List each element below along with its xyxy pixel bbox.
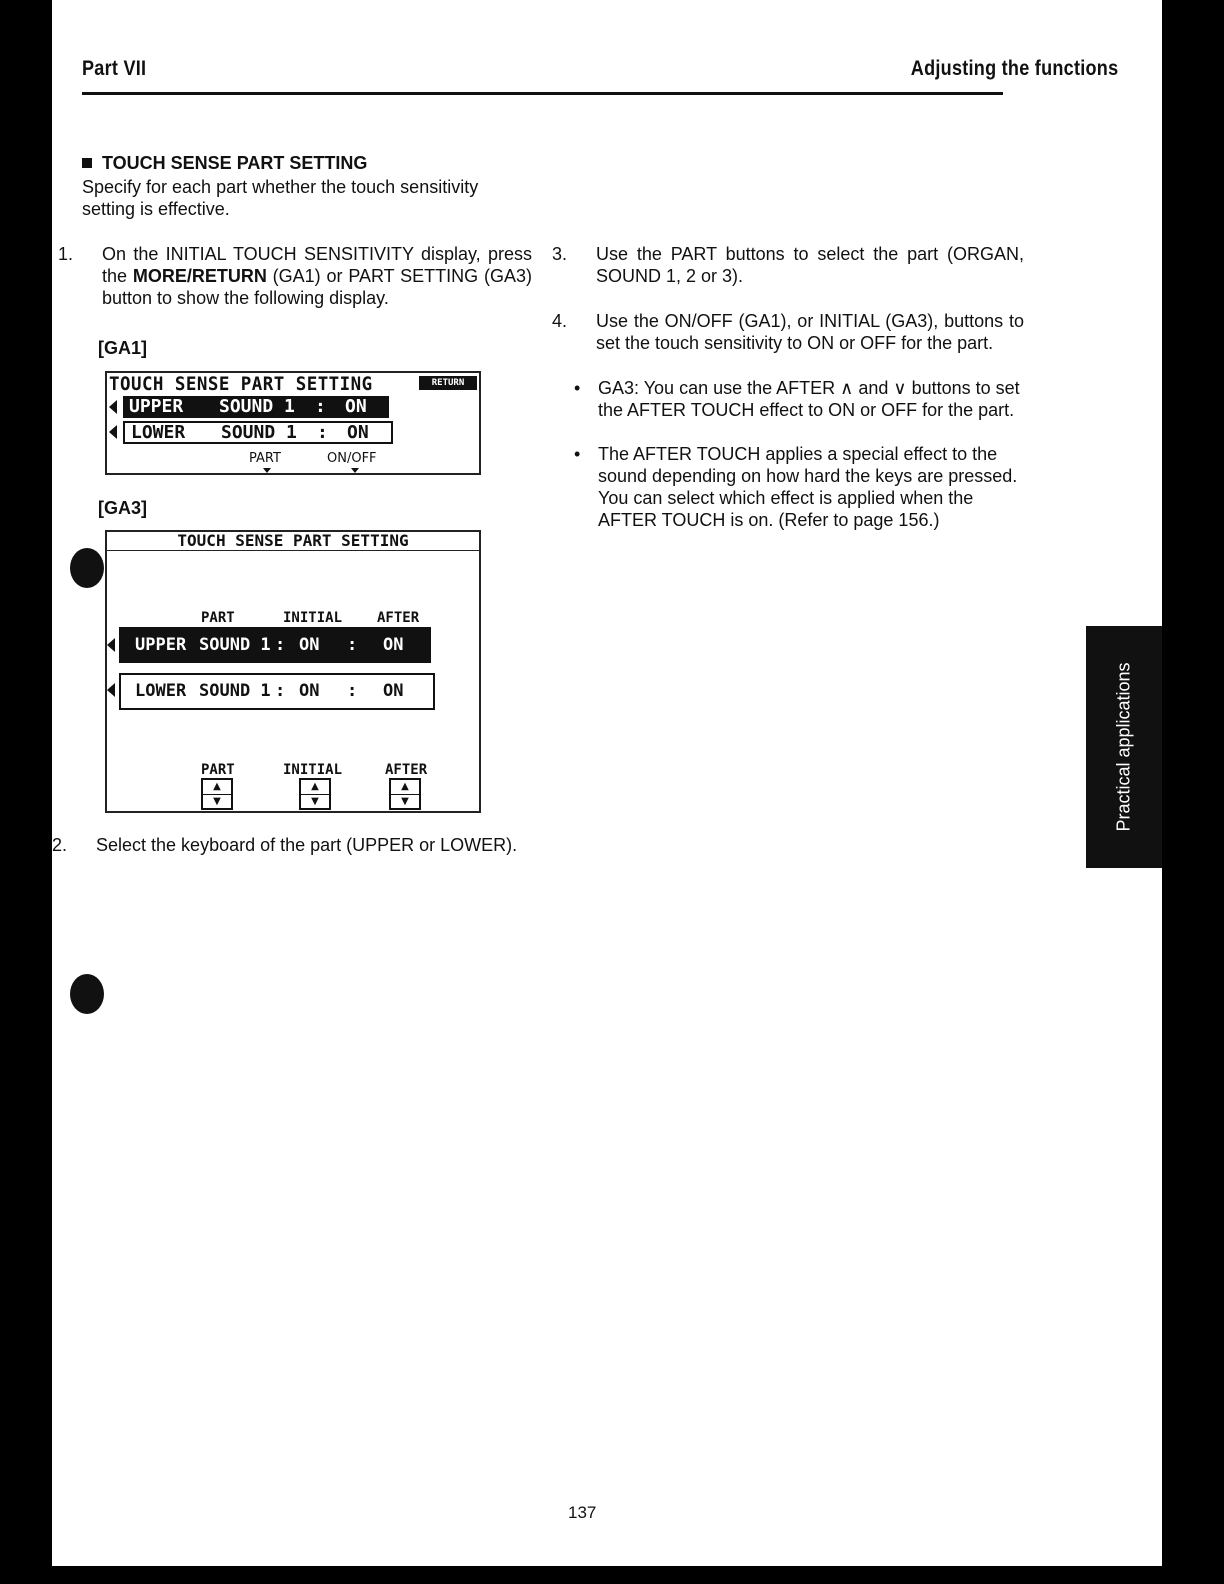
bullet-dot-icon: • — [574, 378, 581, 398]
square-bullet-icon — [82, 158, 92, 168]
up-caret-icon[interactable]: ▲ — [391, 780, 419, 795]
ga1-label: [GA1] — [98, 338, 147, 358]
down-caret-icon[interactable]: ▼ — [311, 796, 319, 807]
section-title: TOUCH SENSE PART SETTING — [82, 153, 367, 174]
ga1-lower-row[interactable]: LOWER SOUND 1 : ON — [123, 421, 393, 444]
part-updown-button[interactable] — [201, 778, 233, 810]
ga3-display — [105, 530, 481, 813]
ga3-label: [GA3] — [98, 498, 147, 518]
down-caret-icon[interactable]: ▼ — [213, 796, 221, 807]
side-tab[interactable] — [1086, 626, 1162, 868]
bullet-after-buttons: • GA3: You can use the AFTER ∧ and ∨ buttons to set the AFTER TOUCH effect to ON or OFF for the part. — [574, 378, 1020, 420]
return-indicator: RETURN — [419, 376, 477, 390]
on-off-softkey[interactable]: ON/OFF — [327, 451, 377, 466]
ga3-lower-row[interactable]: LOWER SOUND 1 : ON : ON — [119, 673, 435, 710]
part-button-label: PART — [201, 762, 235, 778]
initial-updown-button[interactable] — [299, 778, 331, 810]
ga3-display-title: TOUCH SENSE PART SETTING — [107, 532, 479, 551]
side-tab-label: Practical applications — [1113, 662, 1134, 832]
step-4: 4. Use the ON/OFF (GA1), or INITIAL (GA3), buttons to set the touch sensitivity to ON or OFF for the part. — [552, 311, 1024, 353]
left-arrow-icon — [109, 425, 117, 439]
initial-button-label: INITIAL — [283, 762, 343, 778]
binder-hole — [70, 548, 104, 588]
chapter-header: Adjusting the functions — [910, 57, 1118, 80]
header-rule — [82, 92, 1003, 95]
ga1-upper-row[interactable]: UPPER SOUND 1 : ON — [123, 396, 389, 418]
up-caret-icon[interactable]: ▲ — [301, 780, 329, 795]
left-arrow-icon — [107, 638, 115, 652]
page-number: 137 — [568, 1503, 597, 1522]
down-caret-icon[interactable]: ▼ — [401, 796, 409, 807]
step-2: 2. Select the keyboard of the part (UPPER or LOWER). — [52, 835, 518, 855]
left-arrow-icon — [107, 683, 115, 697]
column-header-after: AFTER — [377, 610, 420, 626]
ga1-display-title: TOUCH SENSE PART SETTING — [109, 373, 373, 395]
left-arrow-icon — [109, 400, 117, 414]
step-1: 1. On the INITIAL TOUCH SENSITIVITY display, press the MORE/RETURN (GA1) or PART SETTING (GA3) button to show the following display. — [58, 244, 532, 308]
column-header-initial: INITIAL — [283, 610, 343, 626]
column-header-part: PART — [201, 610, 235, 626]
after-button-label: AFTER — [385, 762, 428, 778]
down-triangle-icon — [263, 468, 271, 473]
ga1-display — [105, 371, 481, 475]
down-triangle-icon — [351, 468, 359, 473]
part-softkey[interactable]: PART — [249, 451, 281, 466]
binder-hole — [70, 974, 104, 1014]
section-intro: Specify for each part whether the touch sensitivity setting is effective. — [82, 177, 479, 219]
after-updown-button[interactable] — [389, 778, 421, 810]
up-caret-icon[interactable]: ▲ — [203, 780, 231, 795]
part-header: Part VII — [82, 57, 147, 80]
bullet-dot-icon: • — [574, 444, 581, 464]
bullet-after-touch: • The AFTER TOUCH applies a special effect to the sound depending on how hard the keys are pressed. You can select which effect is applied when the AFTER TOUCH is on. (Refer to page 156.) — [574, 444, 1018, 530]
ga3-upper-row[interactable]: UPPER SOUND 1 : ON : ON — [119, 627, 431, 663]
step-3: 3. Use the PART buttons to select the part (ORGAN, SOUND 1, 2 or 3). — [552, 244, 1024, 286]
